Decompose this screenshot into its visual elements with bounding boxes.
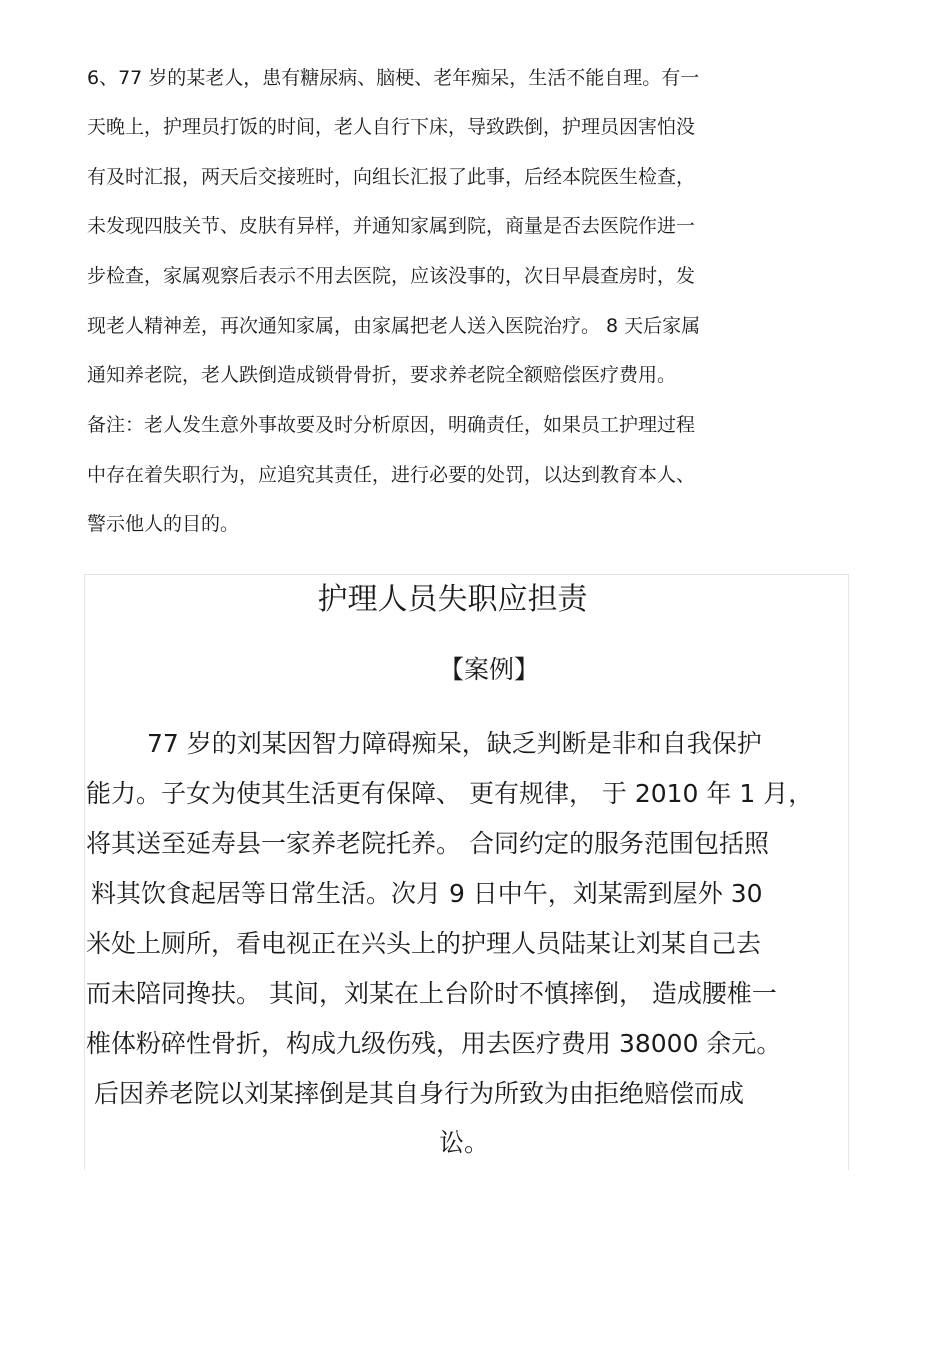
case-line: 讼。 — [439, 1128, 490, 1157]
case-line: 而未陪同搀扶。 其间，刘某在上台阶时不慎摔倒， 造成腰椎一 — [86, 979, 777, 1008]
case-subtitle: 【案例】 — [438, 655, 539, 684]
paragraph-line: 有及时汇报，两天后交接班时，向组长汇报了此事，后经本院医生检查， — [87, 166, 696, 188]
paragraph-line: 未发现四肢关节、皮肤有异样，并通知家属到院，商量是否去医院作进一 — [87, 215, 696, 237]
paragraph-line: 6、77 岁的某老人，患有糖尿病、脑梗、老年痴呆，生活不能自理。有一 — [87, 67, 700, 89]
case-line: 77 岁的刘某因智力障碍痴呆，缺乏判断是非和自我保护 — [147, 729, 762, 758]
note-line: 警示他人的目的。 — [87, 513, 240, 535]
paragraph-line: 通知养老院，老人跌倒造成锁骨骨折，要求养老院全额赔偿医疗费用。 — [87, 364, 677, 386]
case-line: 能力。子女为使其生活更有保障、 更有规律， 于 2010 年 1 月， — [86, 779, 814, 808]
case-line: 料其饮食起居等日常生活。次月 9 日中午，刘某需到屋外 30 — [91, 879, 763, 908]
paragraph-line: 步检查，家属观察后表示不用去医院，应该没事的，次日早晨查房时，发 — [87, 265, 696, 287]
case-title: 护理人员失职应担责 — [317, 582, 588, 617]
paragraph-line: 天晚上，护理员打饭的时间，老人自行下床，导致跌倒，护理员因害怕没 — [87, 116, 696, 138]
case-line: 米处上厕所，看电视正在兴头上的护理人员陆某让刘某自己去 — [86, 929, 762, 958]
case-line: 椎体粉碎性骨折，构成九级伤残，用去医疗费用 38000 余元。 — [86, 1029, 782, 1058]
case-line: 后因养老院以刘某摔倒是其自身行为所致为由拒绝赔偿而成 — [94, 1079, 745, 1108]
case-line: 将其送至延寿县一家养老院托养。 合同约定的服务范围包括照 — [86, 829, 769, 858]
note-line: 备注：老人发生意外事故要及时分析原因，明确责任，如果员工护理过程 — [87, 414, 696, 436]
paragraph-line: 现老人精神差，再次通知家属，由家属把老人送入医院治疗。 8 天后家属 — [87, 315, 701, 337]
note-line: 中存在着失职行为，应追究其责任，进行必要的处罚，以达到教育本人、 — [87, 464, 696, 486]
